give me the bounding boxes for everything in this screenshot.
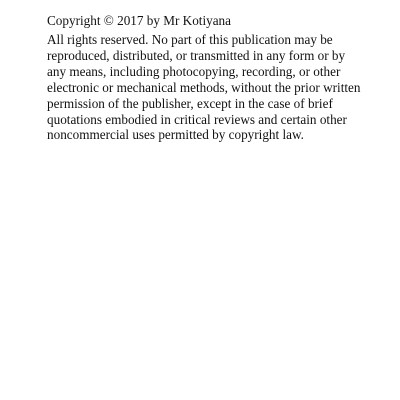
rights-line: permission of the publisher, except in the case of brief xyxy=(47,95,333,111)
rights-line: All rights reserved. No part of this publication may be xyxy=(47,32,333,47)
copyright-notice: Copyright © 2017 by Mr Kotiyana xyxy=(47,13,232,28)
rights-line: any means, including photocopying, recording, or other xyxy=(47,63,341,79)
rights-line: reproduced, distributed, or transmitted in any form or by xyxy=(47,47,346,63)
rights-line: noncommercial uses permitted by copyright law. xyxy=(47,127,304,143)
rights-line: electronic or mechanical methods, without the prior written xyxy=(47,79,361,95)
rights-statement xyxy=(47,32,387,143)
rights-line: quotations embodied in critical reviews and certain other xyxy=(47,111,347,127)
